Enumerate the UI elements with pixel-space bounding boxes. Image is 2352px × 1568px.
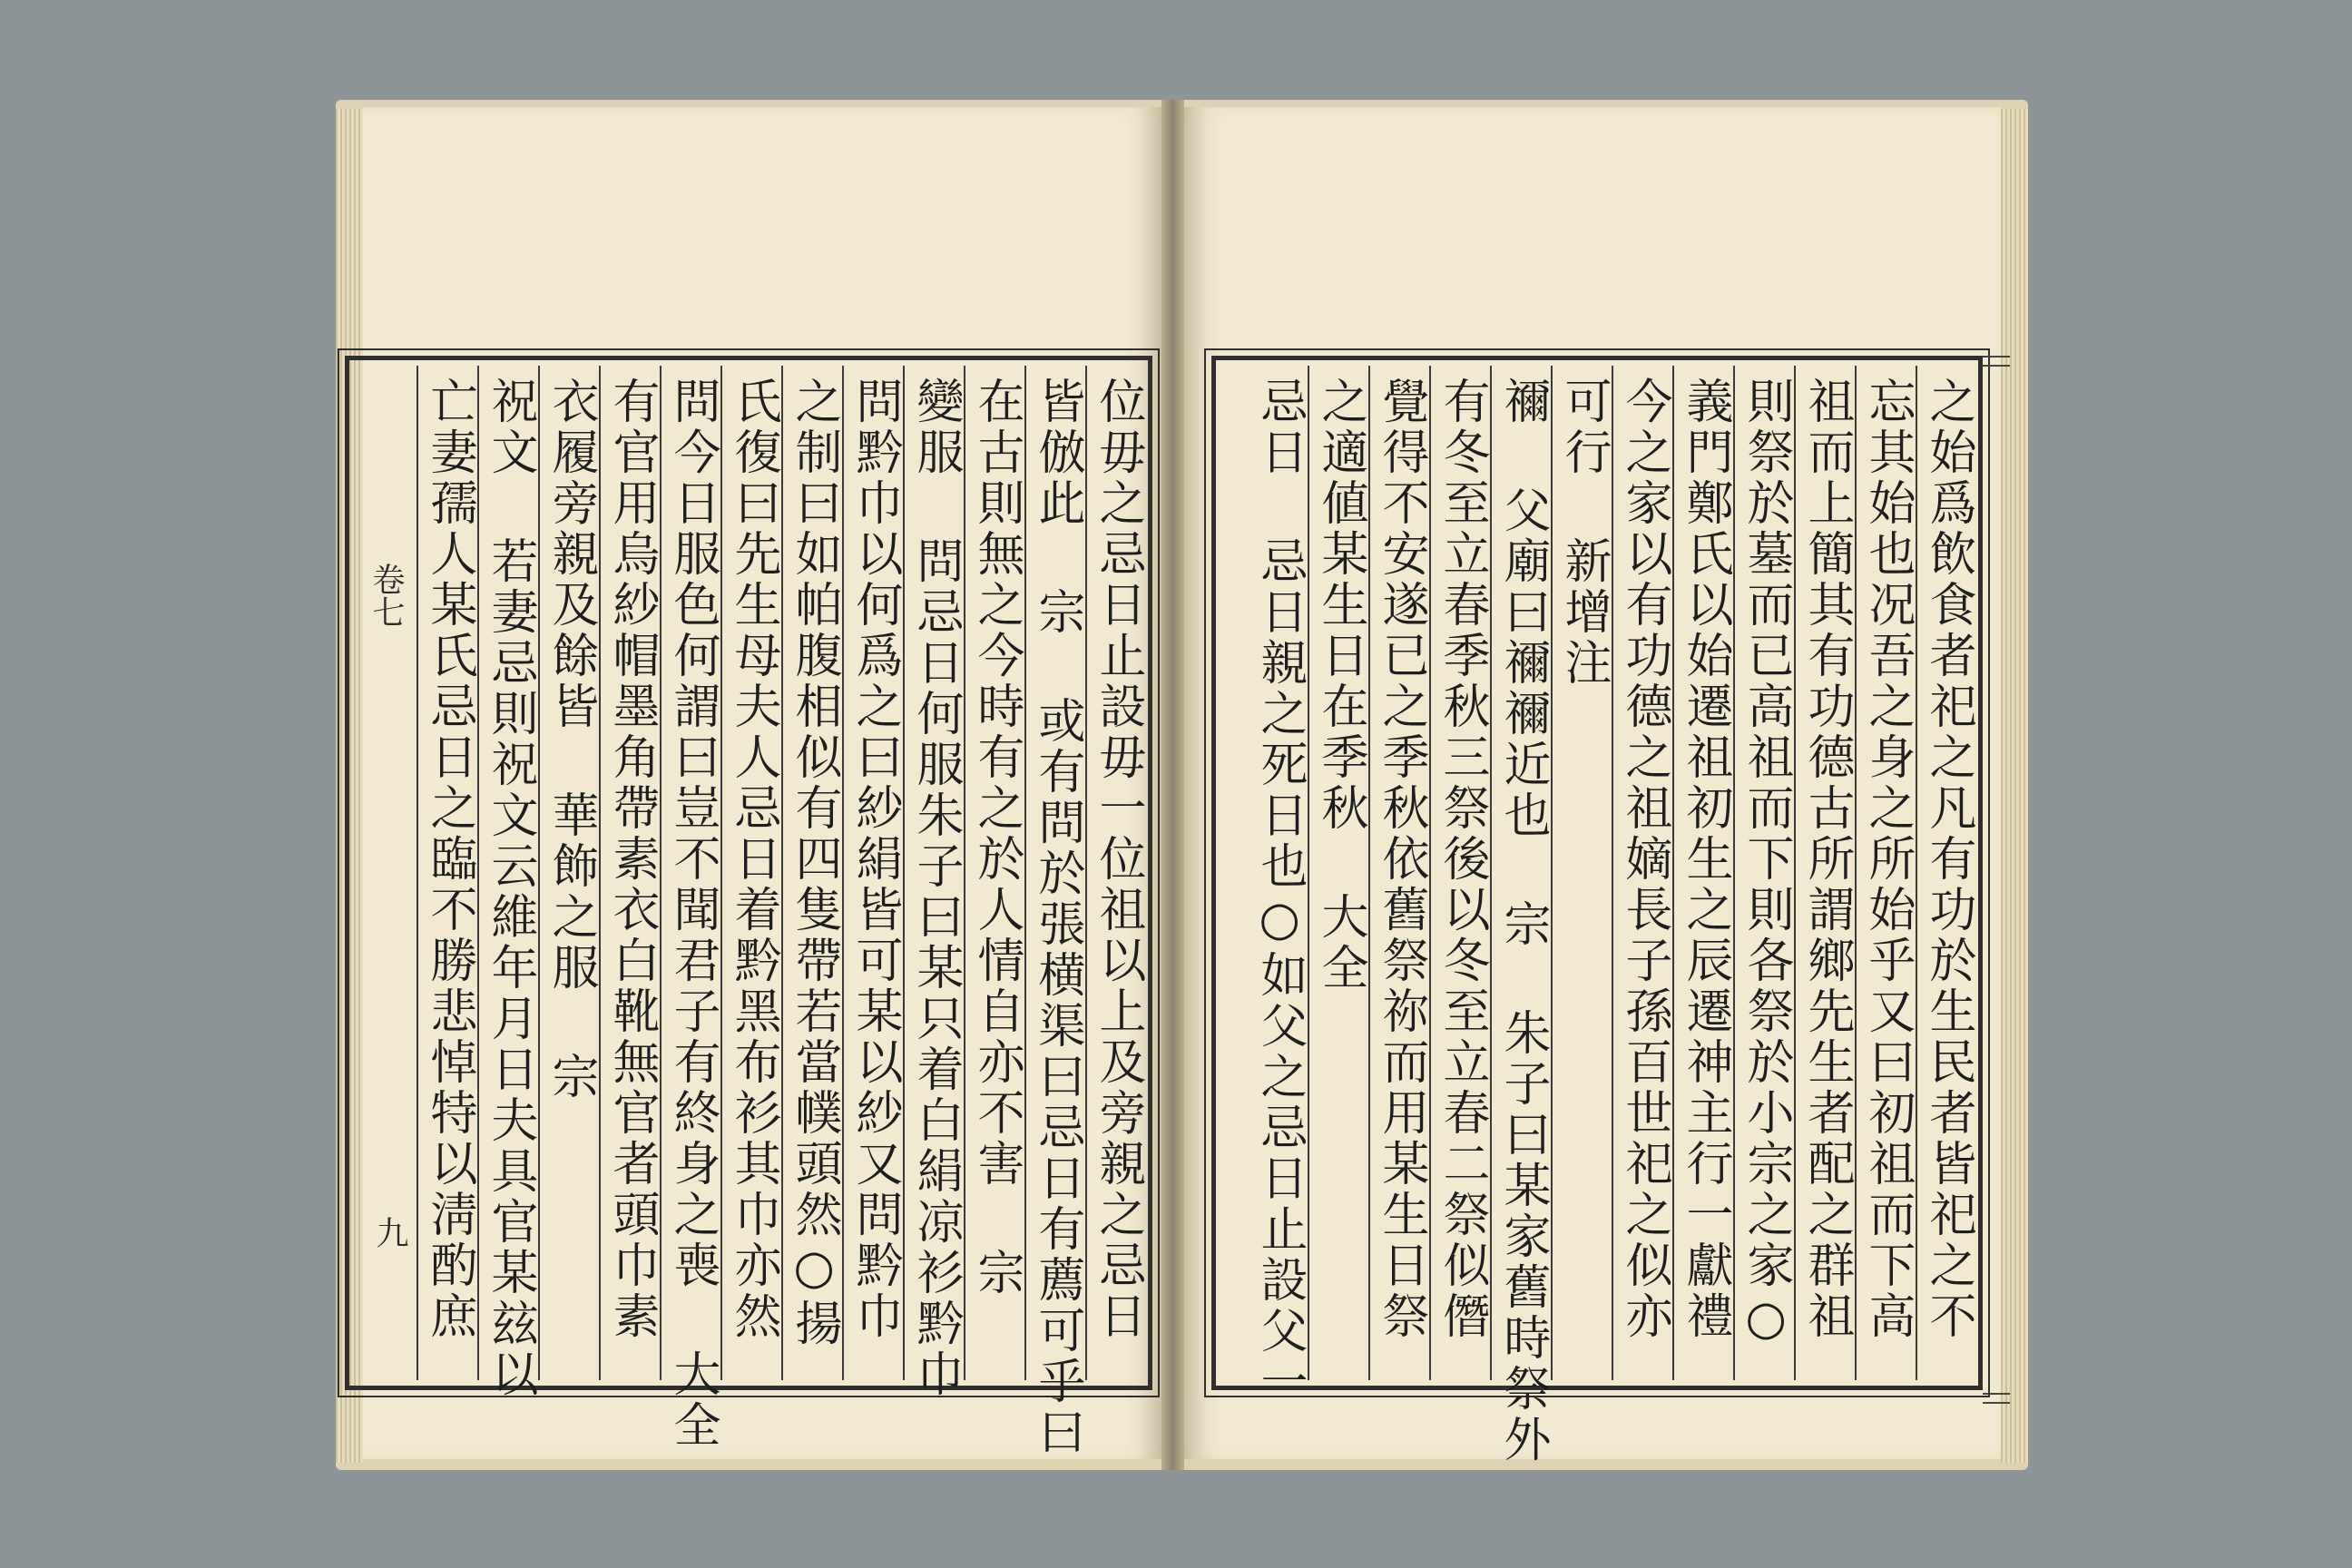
- text-column: 問今日服色何謂曰豈不聞君子有終身之喪 大全: [665, 377, 720, 1451]
- text-column: 有冬至立春季秋三祭後以冬至立春二祭似僭: [1435, 377, 1489, 1342]
- text-column: 衣履旁親及餘皆 華飾之服 宗: [544, 377, 598, 1102]
- text-column: 在古則無之今時有之於人情自亦不害 宗: [969, 377, 1024, 1298]
- left-text-frame: [345, 356, 1152, 1458]
- text-column: 忘其始也况吾之身之所始乎又曰初祖而下高: [1860, 377, 1915, 1342]
- frame-rule-extension: [1983, 1402, 2010, 1404]
- text-column: 禰 父廟曰禰禰近也 宗 朱子曰某家舊時祭外: [1495, 377, 1550, 1465]
- margin-volume-label: 卷七: [368, 563, 405, 628]
- text-column: 問黔巾以何爲之曰紗絹皆可某以紗又問黔巾: [848, 377, 902, 1342]
- text-column: 之適値某生日在季秋 大全: [1313, 377, 1367, 994]
- text-column: 皆倣此 宗 或有問於張横渠曰忌日有薦可乎曰: [1030, 377, 1084, 1458]
- text-column: 位毋之忌日止設毋一位祖以上及旁親之忌日: [1091, 377, 1145, 1342]
- column-rule: [416, 366, 418, 1380]
- text-column: 之制曰如帕腹相似有四隻帶若當幞頭然○揚: [787, 377, 841, 1349]
- text-column: 覺得不安遂已之季秋依舊祭祢而用某生日祭: [1374, 377, 1428, 1342]
- frame-rule-extension: [1983, 365, 2010, 367]
- frame-rule-extension: [1983, 1393, 2010, 1395]
- right-text-frame: [1211, 356, 1983, 1465]
- book-gutter: [1161, 100, 1184, 1470]
- text-column: 氏復曰先生母夫人忌日着黔黑布衫其巾亦然: [726, 377, 780, 1342]
- text-column: 祝文 若妻忌則祝文云維年月日夫具官某玆以: [483, 377, 537, 1400]
- text-column: 義門鄭氏以始遷祖初生之辰遷神主行一獻禮: [1678, 377, 1732, 1342]
- text-column: 則祭於墓而已高祖而下則各祭於小宗之家○: [1739, 377, 1793, 1349]
- text-column: 變服 問忌日何服朱子曰某只着白絹凉衫黔巾: [908, 377, 963, 1400]
- text-column: 可行 新增注: [1556, 377, 1611, 689]
- text-column: 之始爲飲食者祀之凡有功於生民者皆祀之不: [1921, 377, 1975, 1342]
- text-column: 亡妻孺人某氏忌日之臨不勝悲悼特以淸酌庶: [422, 377, 476, 1342]
- frame-rule-extension: [1983, 356, 2010, 358]
- text-column: 祖而上簡其有功德古所謂鄉先生者配之群祖: [1799, 377, 1854, 1342]
- right-page-edges: [2001, 109, 2028, 1463]
- text-column: 忌日 忌日親之死日也○如父之忌日止設父一: [1252, 377, 1307, 1407]
- text-column: 今之家以有功德之祖嫡長子孫百世祀之似亦: [1617, 377, 1671, 1342]
- margin-page-number: 九: [371, 1216, 408, 1249]
- text-column: 有官用烏紗帽墨角帶素衣白靴無官者頭巾素: [604, 377, 659, 1342]
